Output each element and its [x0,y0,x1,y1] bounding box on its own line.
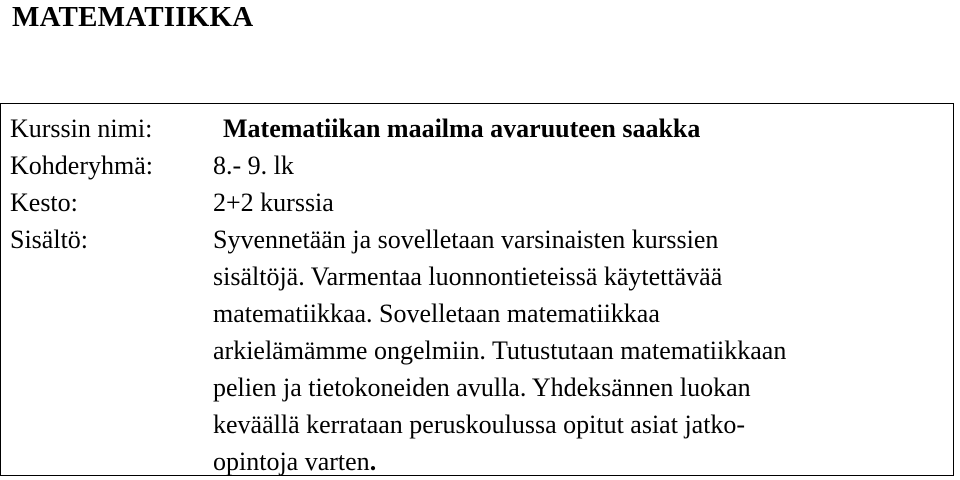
page-title: MATEMATIIKKA [12,1,254,33]
content-line: sisältöjä. Varmentaa luonnontieteissä käytettävää [213,262,723,291]
content-line-last [213,443,933,480]
target-group-value: 8.- 9. lk [213,151,294,180]
course-info-box [0,103,954,476]
duration-label: Kesto: [10,188,78,217]
content-line: pelien ja tietokoneiden avulla. Yhdeksännen luokan [213,373,751,402]
content-line: Syvennetään ja sovelletaan varsinaisten kurssien [213,225,719,254]
duration-value: 2+2 kurssia [213,188,334,217]
course-name-label: Kurssin nimi: [10,114,153,143]
target-group-label: Kohderyhmä: [10,151,153,180]
content-line-text: opintoja varten [213,447,370,476]
content-label: Sisältö: [10,225,89,254]
content-line: arkielämämme ongelmiin. Tutustutaan matematiikkaan [213,336,787,365]
content-line: matematiikkaa. Sovelletaan matematiikkaa [213,299,660,328]
content-end-mark: . [369,447,377,476]
course-name-value: Matematiikan maailma avaruuteen saakka [223,114,701,143]
content-line: keväällä kerrataan peruskoulussa opitut asiat jatko- [213,410,746,439]
content-description [213,221,933,480]
